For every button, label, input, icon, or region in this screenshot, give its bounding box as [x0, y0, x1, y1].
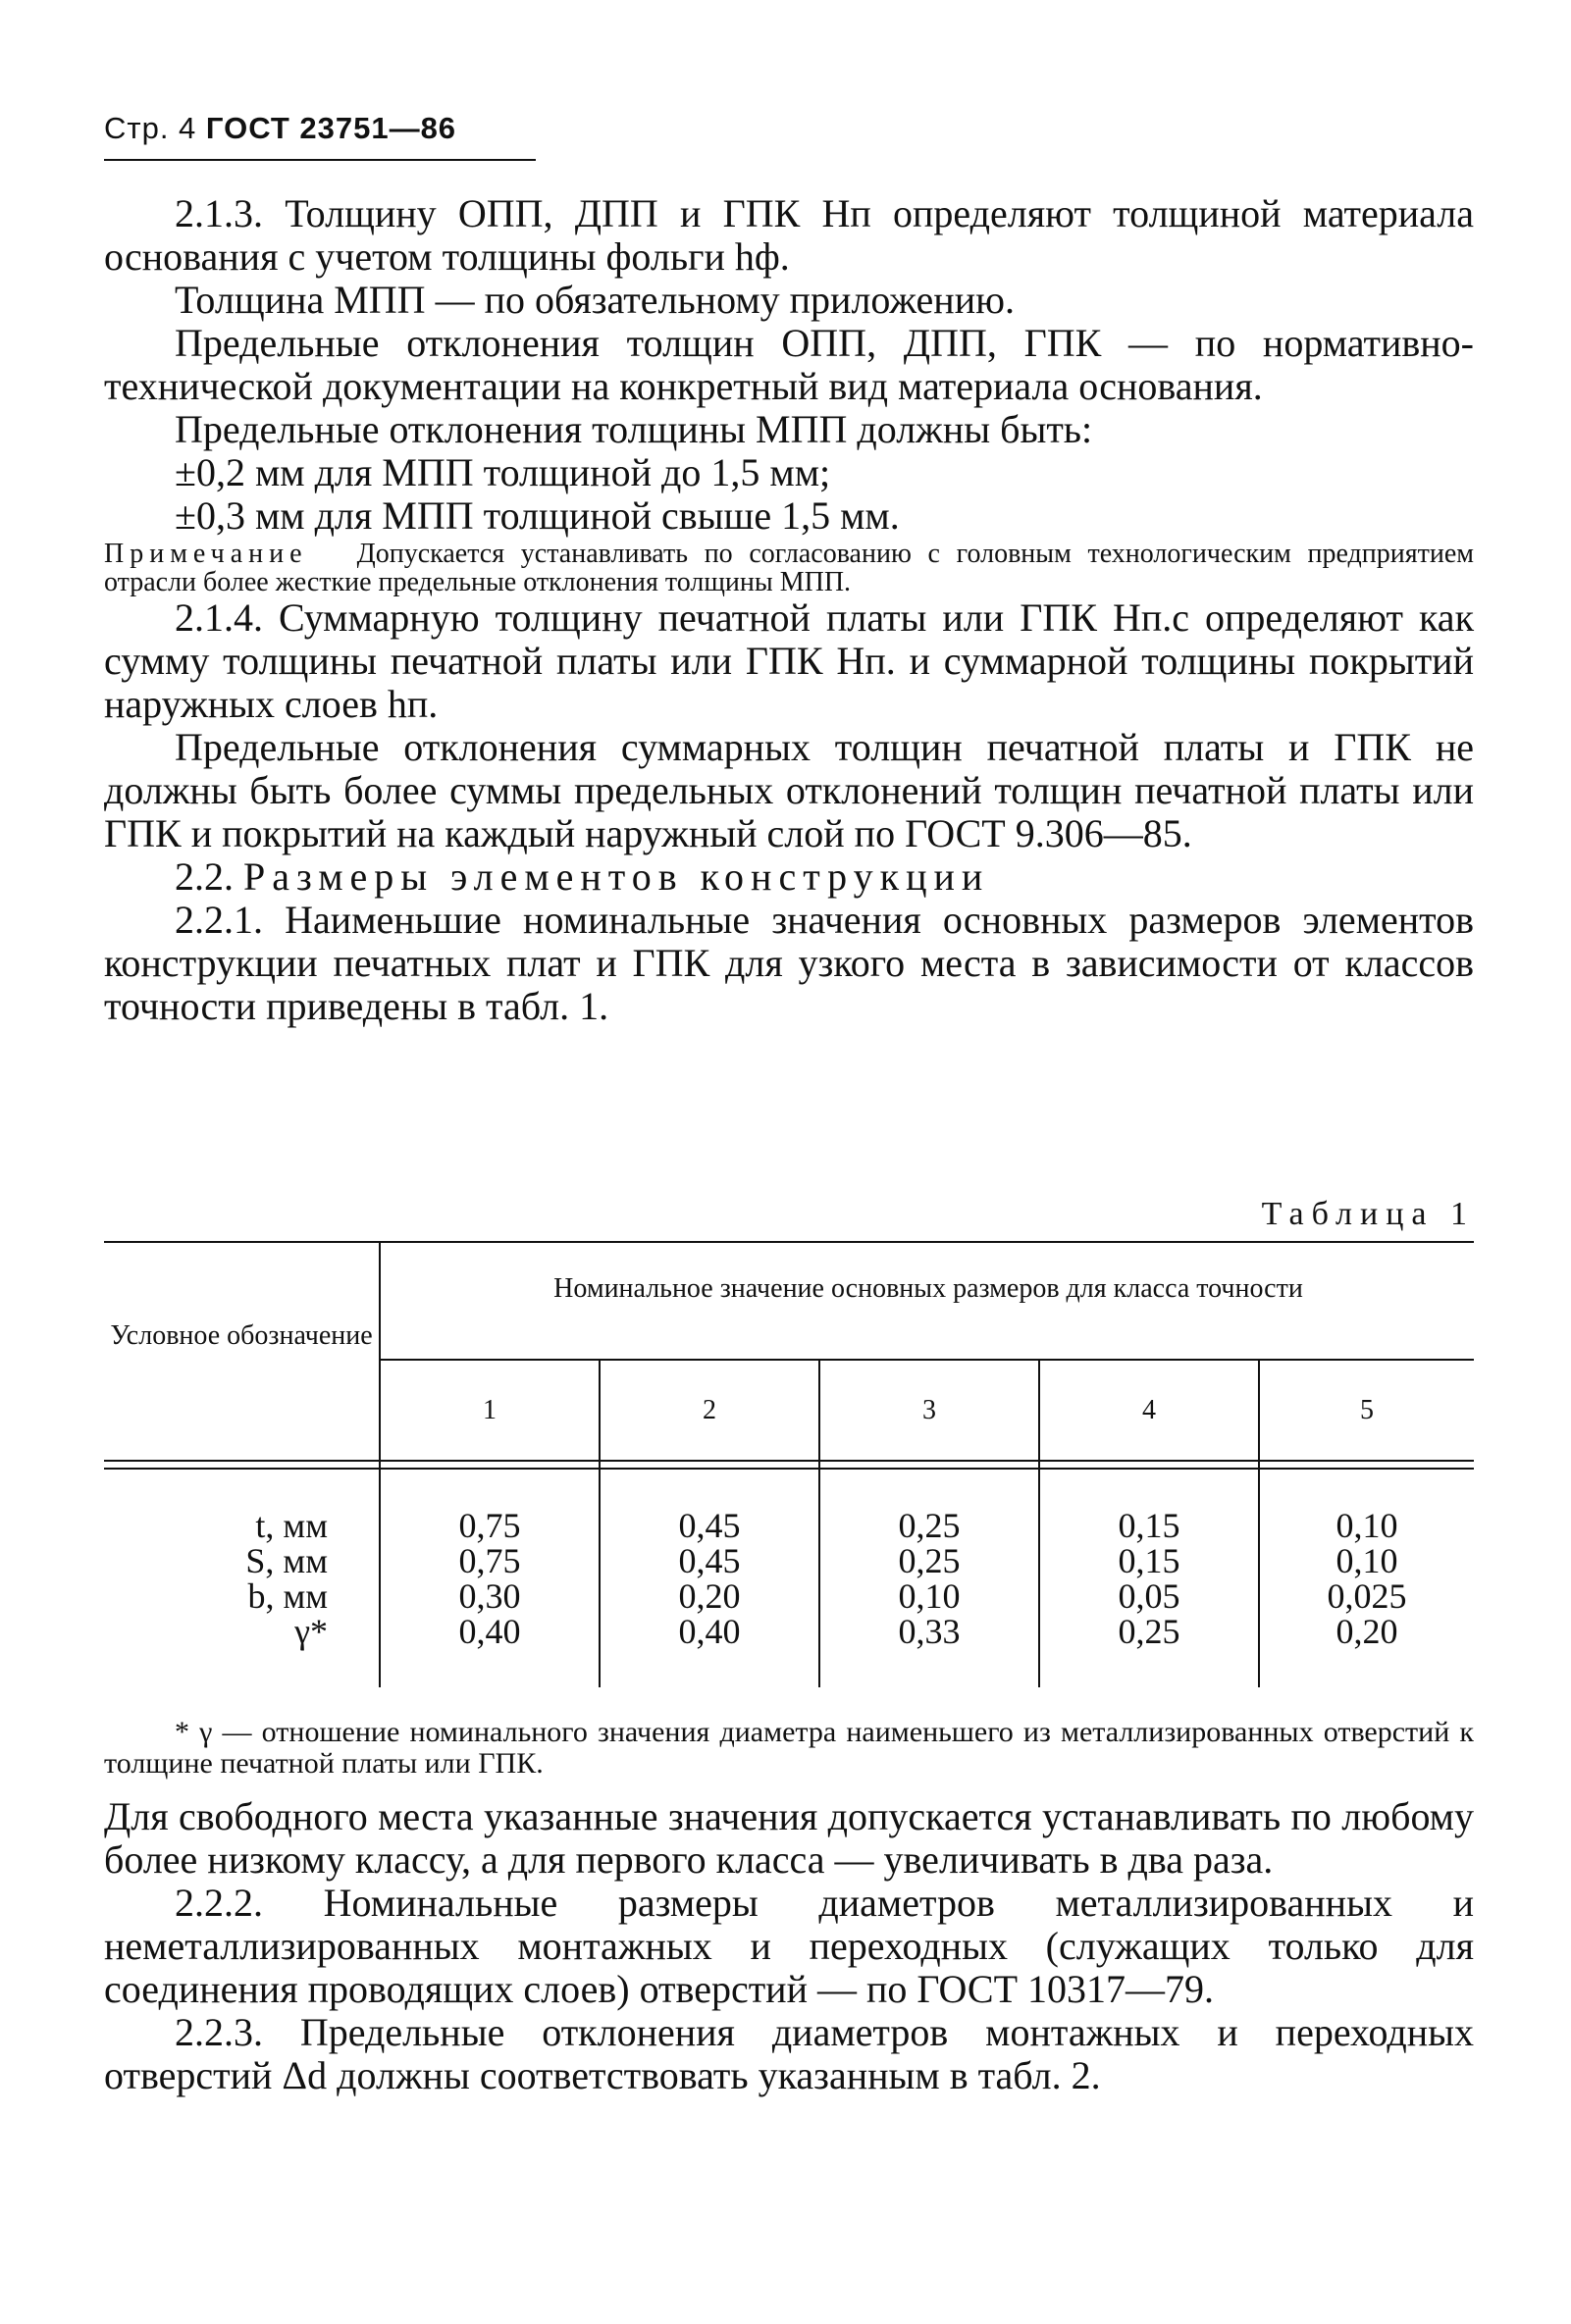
table-cell: 0,025 — [1327, 1576, 1407, 1616]
table-footnote: * γ — отношение номинального значения диаметра наименьшего из металлизированных отверстий к толщине печатной платы или ГПК. — [104, 1716, 1474, 1780]
note-label: Примечание — [104, 539, 308, 569]
page-label: Стр. 4 — [104, 111, 197, 145]
table-cell: 0,10 — [1335, 1541, 1398, 1580]
group-header: Номинальное значение основных размеров для класса точности — [553, 1273, 1303, 1304]
row-symbol-b: b, мм — [247, 1576, 328, 1616]
table-cell: 0,25 — [898, 1506, 961, 1545]
table-cell: 0,10 — [898, 1576, 961, 1616]
note-text: Допускается устанавливать по согласованию с головным технологическим предприятием отрасли более жесткие предельные отклонения толщины МПП. — [104, 539, 1475, 597]
deviation-item-2: ±0,3 мм для МПП толщиной свыше 1,5 мм. — [175, 493, 900, 538]
table-cell: 0,15 — [1118, 1541, 1180, 1580]
table-cell: 0,33 — [898, 1612, 961, 1651]
table-cell: 0,25 — [1118, 1612, 1180, 1651]
table-header-rule-1 — [104, 1460, 1474, 1462]
row-symbol-s: S, мм — [245, 1541, 328, 1580]
table-cell: 0,45 — [678, 1506, 741, 1545]
section-number: 2.2. — [175, 854, 234, 899]
standard-number: ГОСТ 23751—86 — [205, 111, 457, 145]
table-top-rule — [104, 1241, 1474, 1243]
table-cell: 0,40 — [458, 1612, 521, 1651]
table-caption: Таблица 1 — [1261, 1196, 1475, 1232]
table-cell: 0,25 — [898, 1541, 961, 1580]
paragraph-2-1-3: 2.1.3. Толщину ОПП, ДПП и ГПК Hп определяют толщиной материала основания с учетом толщины фольги hф. — [104, 191, 1474, 279]
table-cell: 0,20 — [1335, 1612, 1398, 1651]
paragraph-mpp-deviations: Предельные отклонения толщины МПП должны быть: — [175, 407, 1093, 451]
table-cell: 0,75 — [458, 1541, 521, 1580]
paragraph-mpp-thickness: Толщина МПП — по обязательному приложению. — [175, 278, 1015, 322]
header-rule — [104, 159, 536, 161]
note — [104, 540, 1474, 596]
class-header-5: 5 — [1360, 1395, 1374, 1425]
paragraph-free-place: Для свободного места указанные значения допускается устанавливать по любому более низкому классу, а для первого класса — увеличивать в два раза. — [104, 1794, 1474, 1882]
paragraph-2-2-1: 2.2.1. Наименьшие номинальные значения основных размеров элементов конструкции печатных плат и ГПК для узкого места в зависимости от классов точности приведены в табл. 1. — [104, 898, 1474, 1028]
row-symbol-t: t, мм — [255, 1506, 328, 1545]
paragraph-2-2-2: 2.2.2. Номинальные размеры диаметров металлизированных и неметаллизированных монтажных и переходных (служащих только для соединения проводящих слоев) отверстий — по ГОСТ 10317—79. — [104, 1881, 1474, 2011]
text-block-top — [104, 192, 1474, 1028]
paragraph-sum-deviations: Предельные отклонения суммарных толщин печатной платы и ГПК не должны быть более суммы предельных отклонений толщин печатной платы или ГПК и покрытий на каждый наружный слой по ГОСТ 9.306—85. — [104, 725, 1474, 855]
deviation-item-1: ±0,2 мм для МПП толщиной до 1,5 мм; — [175, 450, 831, 494]
table-1 — [104, 1241, 1474, 1694]
class-header-1: 1 — [483, 1395, 497, 1425]
class-header-2: 2 — [703, 1395, 716, 1425]
class-header-3: 3 — [922, 1395, 936, 1425]
text-block-bottom — [104, 1717, 1474, 2097]
table-cell: 0,40 — [678, 1612, 741, 1651]
table-header-rule-2 — [104, 1468, 1474, 1470]
class-header-4: 4 — [1142, 1395, 1156, 1425]
paragraph-deviations: Предельные отклонения толщин ОПП, ДПП, ГПК — по нормативно-технической документации на конкретный вид материала основания. — [104, 321, 1474, 408]
paragraph-2-1-4: 2.1.4. Суммарную толщину печатной платы или ГПК Hп.с определяют как сумму толщины печатной платы или ГПК Hп. и суммарной толщины покрытий наружных слоев hп. — [104, 595, 1474, 726]
table-cell: 0,20 — [678, 1576, 741, 1616]
table-subheader-rule — [379, 1359, 1474, 1361]
table-cell: 0,30 — [458, 1576, 521, 1616]
table-cell: 0,75 — [458, 1506, 521, 1545]
paragraph-2-2-3: 2.2.3. Предельные отклонения диаметров монтажных и переходных отверстий Δd должны соответствовать указанным в табл. 2. — [104, 2010, 1474, 2097]
section-title: Размеры элементов конструкции — [243, 854, 990, 899]
table-cell: 0,05 — [1118, 1576, 1180, 1616]
table-cell: 0,10 — [1335, 1506, 1398, 1545]
table-cell: 0,45 — [678, 1541, 741, 1580]
page-header — [104, 111, 456, 146]
table-cell: 0,15 — [1118, 1506, 1180, 1545]
col-header-symbol: Условное обозначение — [110, 1320, 373, 1351]
section-heading — [104, 855, 1474, 899]
row-symbol-gamma: γ* — [294, 1612, 328, 1651]
